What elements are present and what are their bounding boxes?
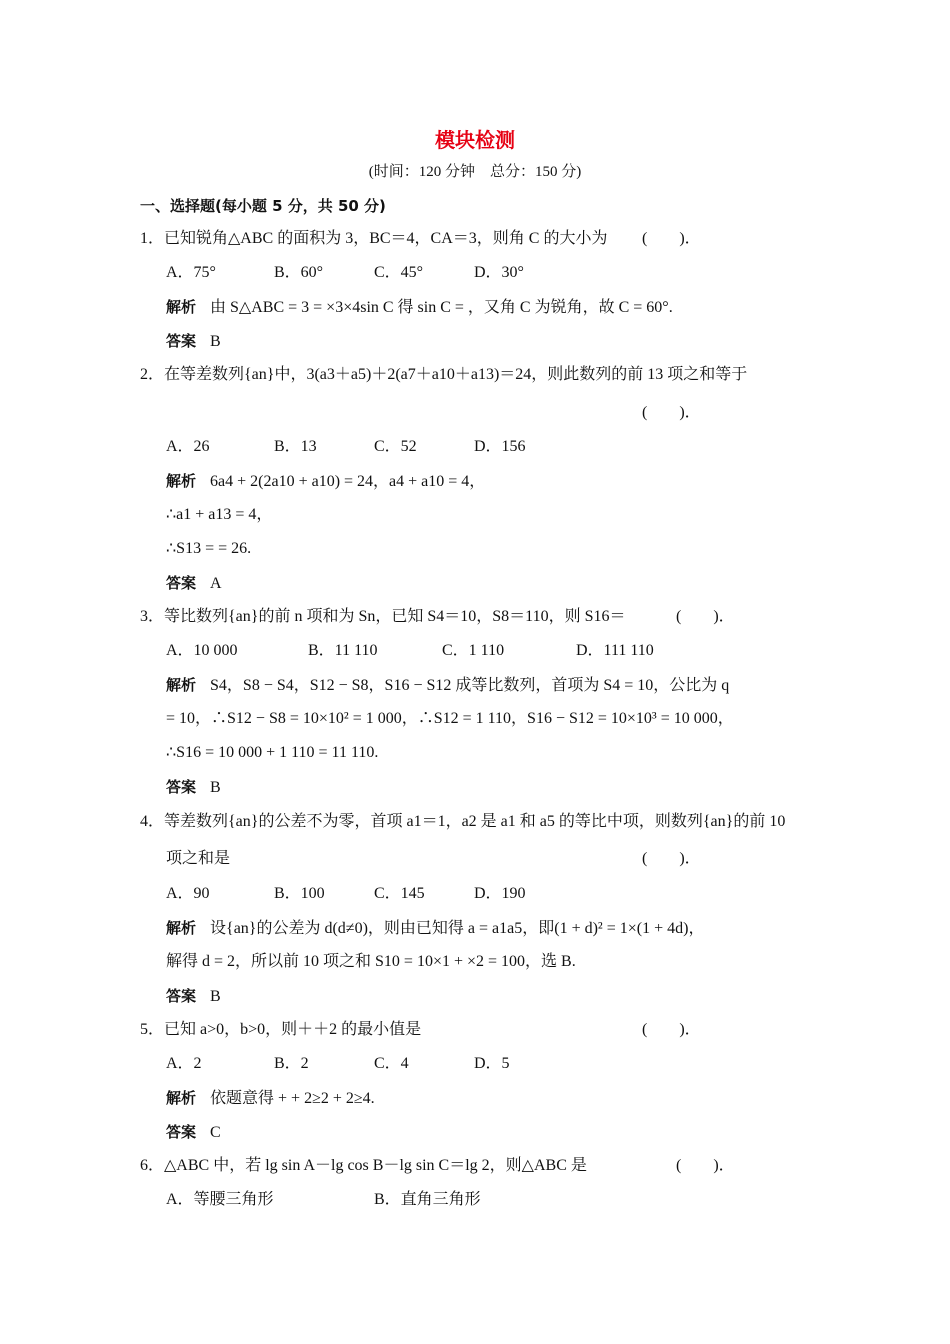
answer-label: 答案	[166, 1123, 197, 1141]
q2-option-c: C．52	[374, 438, 417, 455]
q3-stem: 3．等比数列{an}的前 n 项和为 Sn，已知 S4＝10，S8＝110，则 S16＝	[140, 608, 626, 625]
answer-label: 答案	[166, 778, 197, 796]
q1-options	[166, 263, 524, 283]
q4-options	[166, 884, 526, 904]
q2-analysis-text: 6a4 + 2(2a10 + a10) = 24，a4 + a10 = 4，	[210, 473, 486, 490]
q6-stem: 6．△ABC 中，若 lg sin A－lg cos B－lg sin C＝lg 2，则△ABC 是	[140, 1157, 587, 1174]
q5-analysis-text: 依题意得 + + 2≥2 + 2≥4.	[210, 1090, 375, 1107]
q3-options	[166, 641, 654, 661]
q6-paren: ( )．	[676, 1157, 735, 1174]
q3-option-a: A．10 000	[166, 642, 238, 659]
q3-analysis-line-2: = 10，∴S12 − S8 = 10×10² = 1 000，∴S12 = 1 110，S16 − S12 = 10×10³ = 10 000，	[166, 710, 734, 727]
q4-analysis-text: 设{an}的公差为 d(d≠0)，则由已知得 a = a1a5，即(1 + d)² = 1×(1 + 4d)，	[210, 920, 705, 937]
section-heading: 一、选择题(每小题 5 分，共 50 分)	[140, 197, 386, 215]
q4-option-a: A．90	[166, 885, 210, 902]
q5-options	[166, 1054, 510, 1074]
q6-options	[166, 1190, 481, 1210]
q4-paren: ( )．	[642, 850, 701, 867]
q4-stem: 4．等差数列{an}的公差不为零，首项 a1＝1，a2 是 a1 和 a5 的等比中项，则数列{an}的前 10	[140, 813, 786, 830]
q1-answer-value: B	[210, 333, 221, 350]
q1-answer	[166, 331, 221, 352]
q4-answer	[166, 986, 221, 1007]
q3-analysis-line-3: ∴S16 = 10 000 + 1 110 = 11 110.	[166, 744, 379, 761]
q5-option-a: A．2	[166, 1055, 202, 1072]
q4-option-d: D．190	[474, 885, 526, 902]
q2-option-b: B．13	[274, 438, 317, 455]
q5-option-b: B．2	[274, 1055, 309, 1072]
q3-answer	[166, 777, 221, 798]
q1-option-a: A．75°	[166, 264, 216, 281]
q5-analysis	[166, 1088, 375, 1109]
q4-option-c: C．145	[374, 885, 425, 902]
q5-option-d: D．5	[474, 1055, 510, 1072]
analysis-label: 解析	[166, 298, 197, 316]
q1-stem: 1．已知锐角△ABC 的面积为 3，BC＝4，CA＝3，则角 C 的大小为	[140, 230, 608, 247]
q2-analysis-line-2: ∴a1 + a13 = 4，	[166, 506, 273, 523]
analysis-label: 解析	[166, 676, 197, 694]
q4-analysis-line-2: 解得 d = 2，所以前 10 项之和 S10 = 10×1 + ×2 = 100，选 B.	[166, 953, 576, 970]
q4-answer-value: B	[210, 988, 221, 1005]
q3-option-b: B．11 110	[308, 642, 378, 659]
q5-answer-value: C	[210, 1124, 221, 1141]
page-title: 模块检测	[435, 128, 515, 152]
q4-stem-line-2: 项之和是	[166, 850, 231, 867]
answer-label: 答案	[166, 574, 197, 592]
analysis-label: 解析	[166, 472, 197, 490]
q1-paren: ( )．	[642, 230, 701, 247]
q6-option-a: A．等腰三角形	[166, 1191, 274, 1208]
q2-stem: 2．在等差数列{an}中，3(a3＋a5)＋2(a7＋a10＋a13)＝24，则此数列的前 13 项之和等于	[140, 366, 748, 383]
answer-label: 答案	[166, 987, 197, 1005]
q1-option-c: C．45°	[374, 264, 424, 281]
q4-analysis	[166, 918, 704, 939]
q2-option-d: D．156	[474, 438, 526, 455]
q2-answer	[166, 573, 222, 594]
q3-option-d: D．111 110	[576, 642, 654, 659]
q6-option-b: B．直角三角形	[374, 1191, 481, 1208]
q5-answer	[166, 1122, 221, 1143]
q3-analysis	[166, 675, 729, 696]
q5-stem: 5．已知 a>0，b>0，则＋＋2 的最小值是	[140, 1021, 422, 1038]
q2-answer-value: A	[210, 575, 222, 592]
q3-answer-value: B	[210, 779, 221, 796]
q3-paren: ( )．	[676, 608, 735, 625]
q5-paren: ( )．	[642, 1021, 701, 1038]
q2-analysis-line-3: ∴S13 = = 26.	[166, 540, 252, 557]
page-subtitle: (时间：120 分钟 总分：150 分)	[368, 164, 582, 180]
q2-analysis	[166, 471, 485, 492]
q1-analysis-text: 由 S△ABC = 3 = ×3×4sin C 得 sin C = ，又角 C 为锐角，故 C = 60°.	[210, 299, 673, 316]
analysis-label: 解析	[166, 1089, 197, 1107]
q3-analysis-text: S4，S8 − S4，S12 − S8，S16 − S12 成等比数列，首项为 S4 = 10，公比为 q	[210, 677, 730, 694]
answer-label: 答案	[166, 332, 197, 350]
q1-option-b: B．60°	[274, 264, 324, 281]
q4-option-b: B．100	[274, 885, 325, 902]
analysis-label: 解析	[166, 919, 197, 937]
q3-option-c: C．1 110	[442, 642, 505, 659]
q2-option-a: A．26	[166, 438, 210, 455]
q2-paren: ( )．	[642, 404, 701, 421]
q1-analysis	[166, 297, 673, 318]
q5-option-c: C．4	[374, 1055, 409, 1072]
q2-options	[166, 437, 526, 457]
q1-option-d: D．30°	[474, 264, 524, 281]
